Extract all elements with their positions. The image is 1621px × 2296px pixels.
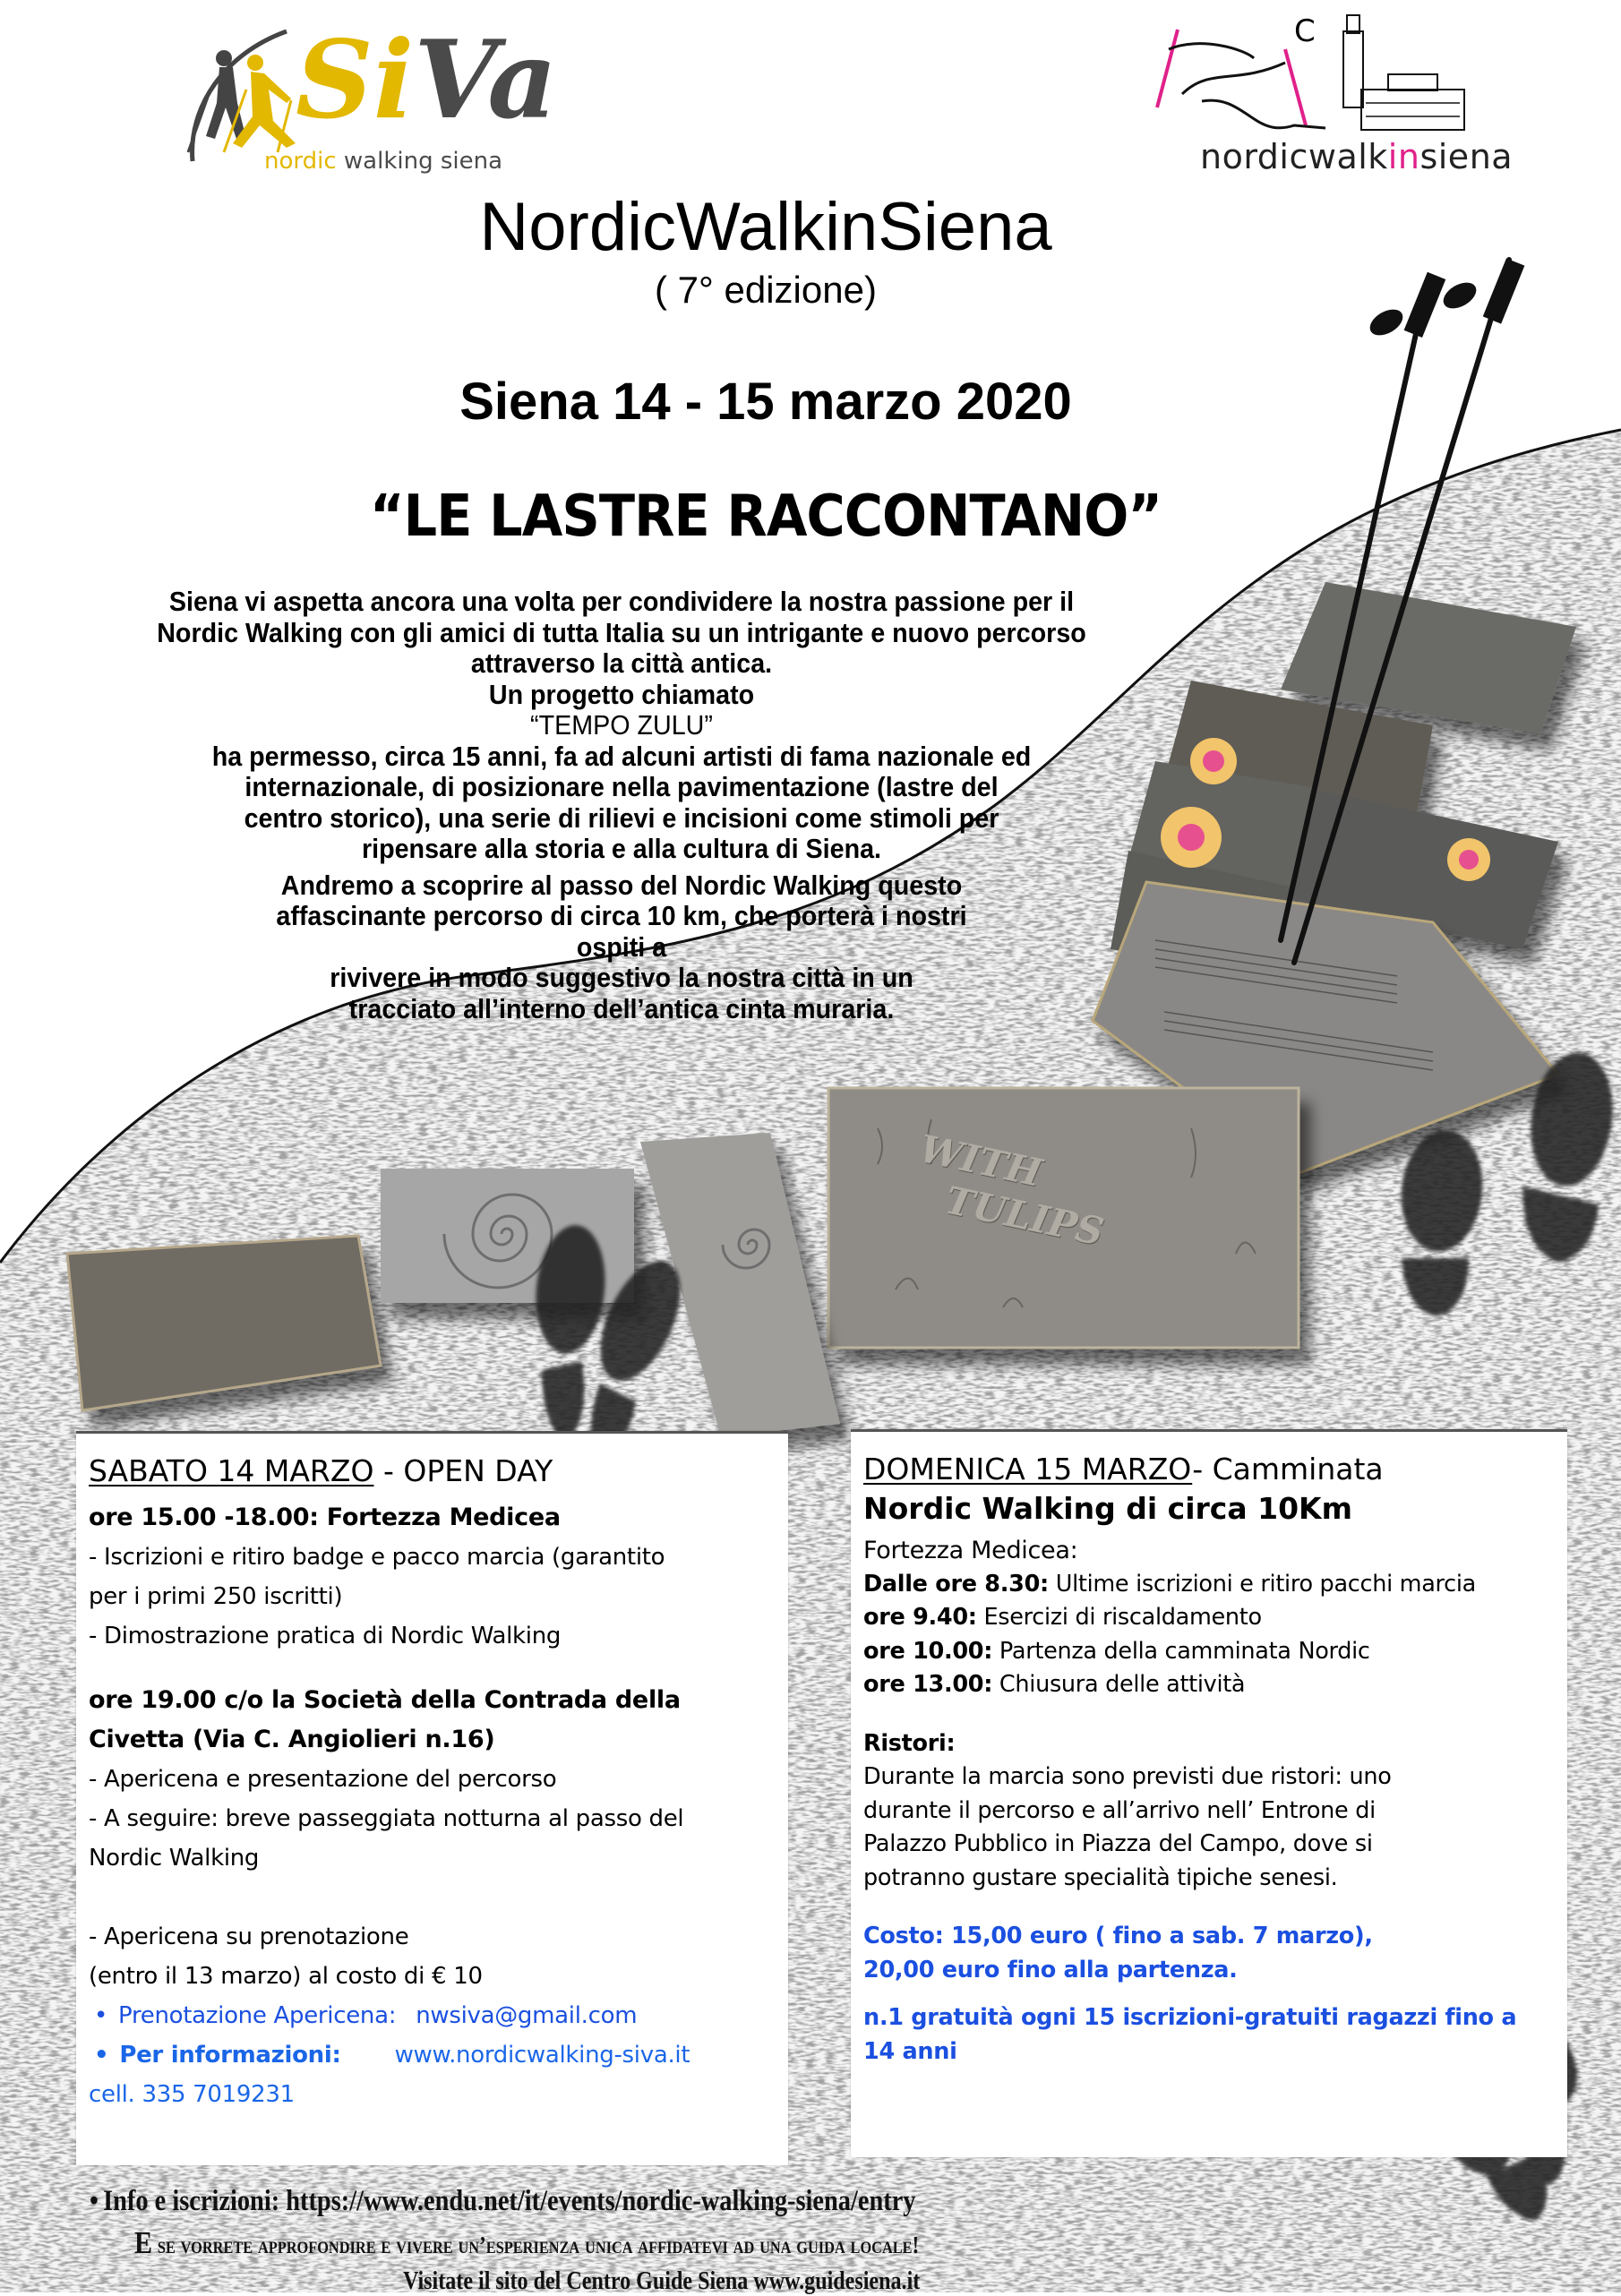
sunday-heading-line2: Nordic Walking di circa 10Km (863, 1491, 1352, 1526)
contact-booking: • Prenotazione Apericena: nwsiva@gmail.com (94, 2002, 638, 2029)
ristori-line: Durante la marcia sono previsti due ristori: uno (863, 1763, 1392, 1790)
booking-email-link[interactable]: nwsiva@gmail.com (416, 2002, 638, 2029)
registration-link[interactable]: Info e iscrizioni: https://www.endu.net/it/events/nordic-walking-siena/entry (103, 2185, 916, 2217)
siva-logo (170, 17, 564, 206)
ristori-title: Ristori: (863, 1729, 956, 1757)
schedule-row: ore 10.00: Partenza della camminata Nordic (863, 1637, 1370, 1665)
nws-letter-c: C (1294, 13, 1316, 49)
nordicwalkinsiena-logo (1119, 4, 1514, 184)
schedule-row: ore 9.40: Esercizi di riscaldamento (863, 1604, 1262, 1631)
nws-wordmark: nordicwalkinsiena (1200, 137, 1514, 176)
list-item: per i primi 250 iscritti) (89, 1583, 343, 1610)
guide-website[interactable]: Visitate il sito del Centro Guide Siena www.guidesiena.it (403, 2267, 921, 2295)
sunday-program-box (851, 1429, 1567, 2157)
event-title: NordicWalkinSiena (479, 189, 1052, 265)
list-item: - Apericena e presentazione del percorso (89, 1766, 557, 1793)
list-item: - A seguire: breve passeggiata notturna al passo del (89, 1805, 684, 1832)
saturday-block2-title: ore 19.00 c/o la Società della Contrada della (89, 1686, 681, 1714)
ristori-line: durante il percorso e all’arrivo nell’ Entrone di (863, 1796, 1376, 1824)
cost-line: 20,00 euro fino alla partenza. (863, 1956, 1238, 1983)
siva-wordmark: SiVa (296, 17, 558, 143)
website-link[interactable]: www.nordicwalking-siva.it (394, 2042, 690, 2069)
intro-paragraph: Siena vi aspetta ancora una volta per condividere la nostra passione per il Nordic Walking con gli amici di tutta Italia su un intrigante e nuovo percorso attraverso la città antica. Un progetto chiamato “TEMPO ZULU” ha permesso, circa 15 anni, fa ad alcuni artisti di fama nazionale ed internazionale, di posizionare nella pavimentazione (lastre del centro storico), una serie di rilievi e incisioni come stimoli per ripensare alla storia e alla cultura di Siena. Andremo a scoprire al passo del Nordic Walking questo affascinante percorso di circa 10 km, che porterà i nostri ospiti a rivivere in modo suggestivo la nostra città in un tracciato all’interno dell’antica cinta muraria. (157, 587, 1086, 1024)
event-motto: “LE LASTRE RACCONTANO” (369, 484, 1162, 550)
sunday-location: Fortezza Medicea: (863, 1537, 1078, 1564)
schedule-row: ore 13.00: Chiusura delle attività (863, 1671, 1246, 1698)
free-entry-line: n.1 gratuità ogni 15 iscrizioni-gratuiti ragazzi fino a (863, 2004, 1517, 2031)
local-guide-invite: E se vorrete approfondire e vivere un’esperienza unica affidatevi ad una guida locale! (134, 2225, 920, 2260)
free-entry-line: 14 anni (863, 2037, 957, 2065)
event-edition: ( 7° edizione) (655, 269, 877, 311)
saturday-program-box (76, 1431, 788, 2165)
list-item: Nordic Walking (89, 1845, 260, 1872)
event-dates: Siena 14 - 15 marzo 2020 (459, 373, 1072, 431)
list-item: - Dimostrazione pratica di Nordic Walking (89, 1623, 562, 1649)
ristori-line: Palazzo Pubblico in Piazza del Campo, dove si (863, 1830, 1373, 1857)
schedule-row: Dalle ore 8.30: Ultime iscrizioni e ritiro pacchi marcia (863, 1570, 1476, 1598)
contact-info: • Per informazioni: www.nordicwalking-siva.it (94, 2042, 690, 2069)
registration-info: • Info e iscrizioni: https://www.endu.net/it/events/nordic-walking-siena/entry (90, 2185, 916, 2217)
siva-tagline: nordic walking siena (264, 148, 503, 175)
saturday-block1-title: ore 15.00 -18.00: Fortezza Medicea (89, 1504, 561, 1531)
saturday-heading: SABATO 14 MARZO - OPEN DAY (89, 1453, 553, 1488)
list-item: (entro il 13 marzo) al costo di € 10 (89, 1963, 483, 1990)
list-item: - Apericena su prenotazione (89, 1923, 409, 1950)
phone-number: cell. 335 7019231 (89, 2081, 295, 2108)
sunday-heading: DOMENICA 15 MARZO- Camminata (863, 1452, 1384, 1486)
ristori-line: potranno gustare specialità tipiche senesi. (863, 1863, 1338, 1891)
saturday-block2-title: Civetta (Via C. Angiolieri n.16) (89, 1726, 495, 1753)
stone-tile-text: WITH TULIPS (915, 1127, 1108, 1255)
cost-line: Costo: 15,00 euro ( fino a sab. 7 marzo), (863, 1923, 1373, 1949)
list-item: - Iscrizioni e ritiro badge e pacco marcia (garantito (89, 1544, 665, 1571)
